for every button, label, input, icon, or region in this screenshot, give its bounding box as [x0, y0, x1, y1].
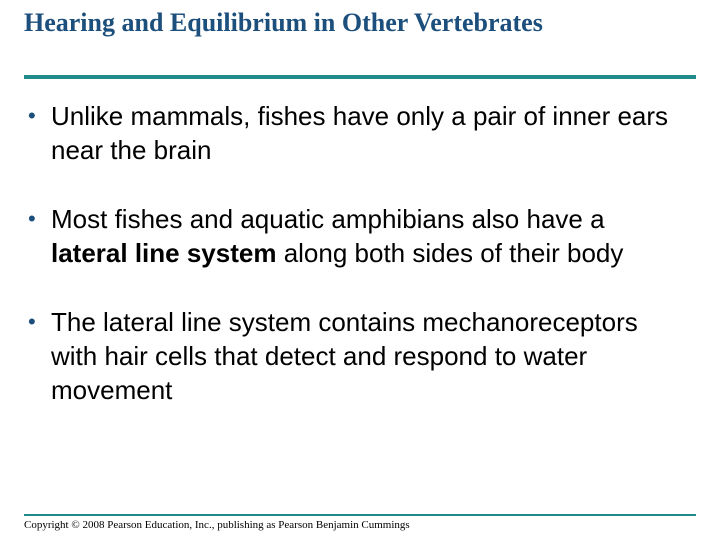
- bullet-marker: •: [28, 309, 36, 334]
- footer-divider: [24, 514, 696, 516]
- bullet-text: The lateral line system contains mechanoreceptors with hair cells that detect and respond to water movement: [51, 307, 638, 405]
- bullet-marker: •: [28, 206, 36, 231]
- bullet-list: [28, 99, 688, 442]
- bullet-text-after: along both sides of their body: [276, 238, 624, 268]
- copyright-notice: Copyright © 2008 Pearson Education, Inc., publishing as Pearson Benjamin Cummings: [24, 519, 410, 531]
- bold-term: lateral line system: [51, 238, 277, 268]
- bullet-text: Unlike mammals, fishes have only a pair of inner ears near the brain: [51, 101, 669, 165]
- title-divider: [24, 75, 696, 79]
- bullet-item-2: [28, 202, 688, 270]
- bullet-text-before: Most fishes and aquatic amphibians also have a: [51, 204, 605, 234]
- slide-title: Hearing and Equilibrium in Other Vertebrates: [24, 8, 543, 37]
- bullet-item-1: [28, 99, 688, 167]
- bullet-item-3: [28, 305, 688, 407]
- bullet-marker: •: [28, 103, 36, 128]
